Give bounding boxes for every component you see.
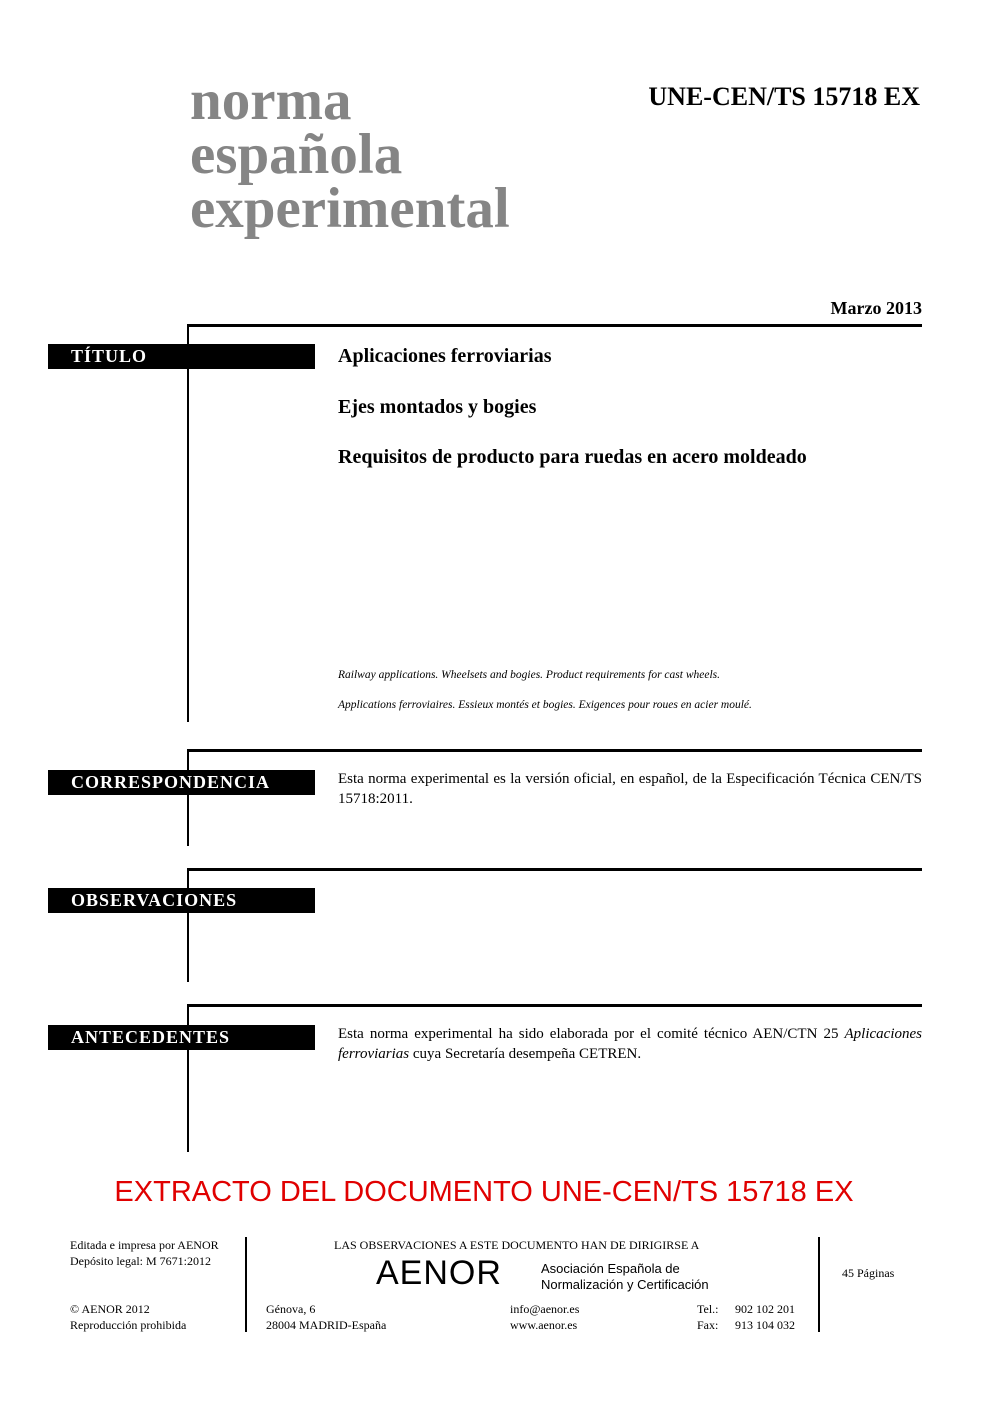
footer-copyright: © AENOR 2012 (70, 1302, 150, 1316)
footer-legal-deposit: Depósito legal: M 7671:2012 (70, 1254, 211, 1268)
footer-reproduction: Reproducción prohibida (70, 1318, 187, 1332)
aenor-logo-subtitle-line-1: Asociación Española de (541, 1261, 680, 1276)
document-type-title (190, 69, 510, 240)
footer-phone-labels (697, 1301, 719, 1333)
aenor-logo-subtitle (541, 1261, 709, 1293)
footer-website[interactable]: www.aenor.es (510, 1318, 578, 1332)
footer-email[interactable]: info@aenor.es (510, 1302, 580, 1316)
title-line-3: experimental (190, 177, 510, 240)
footer-fax-label: Fax: (697, 1318, 719, 1332)
section-vline-correspondencia (187, 749, 189, 846)
document-code: UNE-CEN/TS 15718 EX (648, 82, 920, 111)
footer-web-contact (510, 1301, 579, 1333)
section-rule-observaciones (187, 868, 922, 871)
footer-notice: LAS OBSERVACIONES A ESTE DOCUMENTO HAN DE DIRIGIRSE A (334, 1238, 700, 1252)
title-line-2: española (190, 123, 403, 186)
antecedentes-text (338, 1024, 922, 1064)
label-titulo: TÍTULO (48, 344, 315, 369)
footer-copyright-info (70, 1301, 186, 1333)
title-line-sub: Ejes montados y bogies (338, 396, 537, 418)
footer-fax-number: 913 104 032 (735, 1318, 795, 1332)
label-correspondencia: CORRESPONDENCIA (48, 770, 315, 795)
correspondencia-text: Esta norma experimental es la versión oficial, en español, de la Especificación Técnica CEN/TS 15718:2011. (338, 771, 922, 807)
label-observaciones: OBSERVACIONES (48, 888, 315, 913)
footer-divider-left (245, 1237, 247, 1332)
antecedentes-committee-name: Aplicaciones ferroviarias (338, 1026, 922, 1062)
section-rule-titulo (187, 324, 922, 327)
alt-title-french: Applications ferroviaires. Essieux montés et bogies. Exigences pour roues en acier moulé. (338, 699, 752, 711)
footer-street: Génova, 6 (266, 1302, 316, 1316)
section-vline-observaciones (187, 868, 189, 982)
aenor-logo: AENOR (376, 1254, 502, 1292)
label-antecedentes: ANTECEDENTES (48, 1025, 315, 1050)
extract-watermark: EXTRACTO DEL DOCUMENTO UNE-CEN/TS 15718 EX (114, 1176, 854, 1208)
antecedentes-text-end: cuya Secretaría desempeña CETREN. (409, 1046, 642, 1062)
section-vline-titulo (187, 324, 189, 722)
footer-divider-right (818, 1237, 820, 1332)
alt-title-english: Railway applications. Wheelsets and bogies. Product requirements for cast wheels. (338, 669, 721, 681)
antecedentes-text-start: Esta norma experimental ha sido elaborada por el comité técnico AEN/CTN 25 (338, 1026, 845, 1042)
footer-page-count: 45 Páginas (842, 1266, 895, 1280)
title-line-1: norma (190, 69, 352, 132)
title-line-detail: Requisitos de producto para ruedas en acero moldeado (338, 446, 807, 468)
section-rule-antecedentes (187, 1004, 922, 1007)
aenor-logo-subtitle-line-2: Normalización y Certificación (541, 1277, 709, 1292)
document-date: Marzo 2013 (830, 298, 922, 318)
section-rule-correspondencia (187, 749, 922, 752)
footer-tel-label: Tel.: (697, 1302, 719, 1316)
footer-phone-values (735, 1301, 795, 1333)
title-line-main: Aplicaciones ferroviarias (338, 345, 552, 367)
footer-publisher-info (70, 1237, 219, 1269)
footer-address (266, 1301, 386, 1333)
footer-tel-number: 902 102 201 (735, 1302, 795, 1316)
footer-edition: Editada e impresa por AENOR (70, 1238, 219, 1252)
footer-city: 28004 MADRID-España (266, 1318, 387, 1332)
